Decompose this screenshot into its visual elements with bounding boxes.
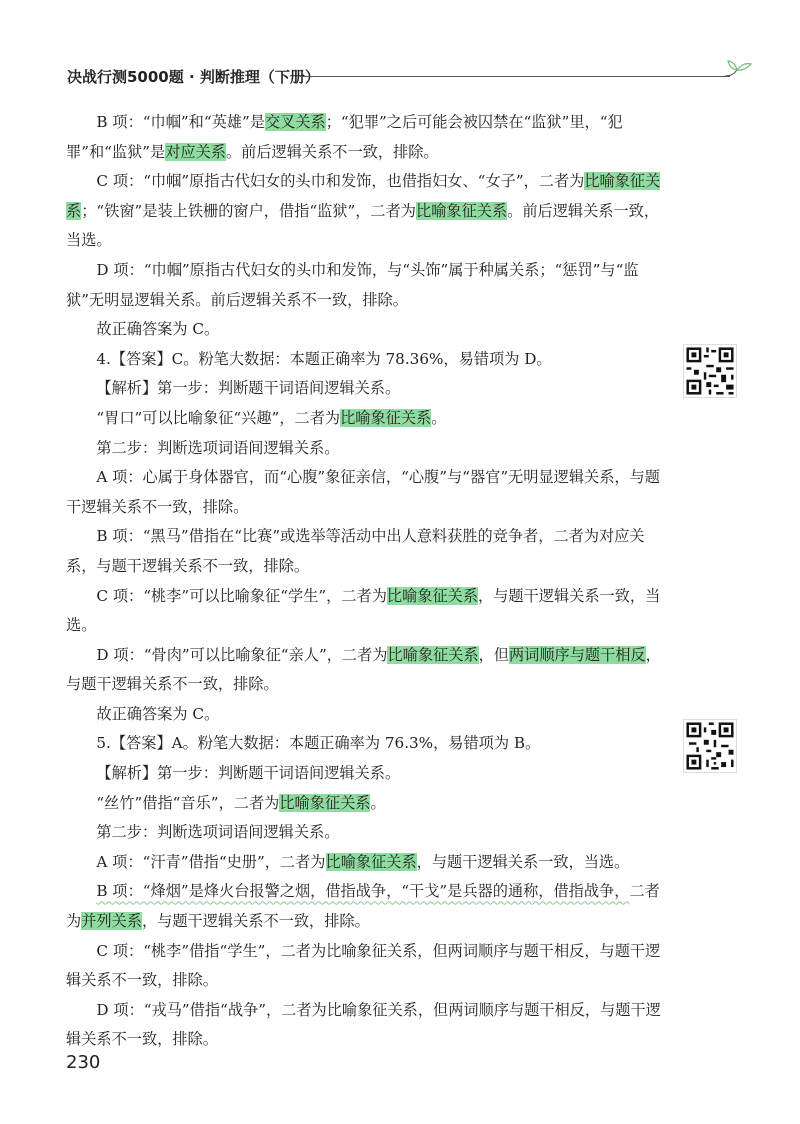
paragraph xyxy=(66,522,662,581)
paragraph xyxy=(66,996,662,1055)
text-segment: ，但 xyxy=(478,645,509,664)
text-segment: 故正确答案为 C。 xyxy=(96,704,220,723)
paragraph xyxy=(66,315,662,345)
text-segment: B 项：“黑马”借指在“比赛”或选举等活动中出人意料获胜的竞争者，二者为对应关系，与题干逻辑关系不一致，排除。 xyxy=(66,527,645,575)
text-segment: D 项：“骨肉”可以比喻象征“亲人”，二者为 xyxy=(96,645,388,664)
text-segment: 。前后逻辑关系不一致，排除。 xyxy=(225,142,439,161)
text-segment: C 项：“桃李”借指“学生”，二者为比喻象征关系，但两词顺序与题干相反，与题干逻辑关系不一致，排除。 xyxy=(66,941,661,990)
text-segment: ，与题干逻辑关系一致，当选。 xyxy=(66,586,661,635)
paragraph xyxy=(66,404,662,434)
qr-code-icon[interactable] xyxy=(683,719,737,773)
paragraph xyxy=(66,789,662,819)
text-segment: ，与题干逻辑关系不一致，排除。 xyxy=(66,645,661,694)
highlighted-term: 比喻象征关系 xyxy=(325,852,417,871)
paragraph xyxy=(66,759,662,789)
paragraph xyxy=(66,700,662,730)
paragraph xyxy=(66,729,662,759)
text-segment: B 项：“巾帼”和“英雄”是 xyxy=(96,113,265,131)
text-segment: ，与题干逻辑关系不一致，排除。 xyxy=(141,912,370,931)
text-segment: 故正确答案为 C。 xyxy=(96,320,220,339)
highlighted-term: 比喻象征关系 xyxy=(386,586,479,605)
paragraph xyxy=(66,848,662,878)
text-segment: ；“铁窗”是装上铁栅的窗户，借指“监狱”，二者为 xyxy=(81,201,416,220)
text-segment: 。前后逻辑关系一致，当选。 xyxy=(66,201,659,250)
text-segment: 第二步：判断选项词语间逻辑关系。 xyxy=(96,823,340,842)
header-title: 决战行测5000题 · 判断推理（下册） xyxy=(67,68,320,86)
highlighted-term: 比喻象征关系 xyxy=(387,645,479,664)
text-segment: A 项：“汗青”借指“史册”，二者为 xyxy=(96,852,326,871)
answer-explanation-body xyxy=(66,108,662,1055)
text-segment: 。 xyxy=(431,408,447,427)
paragraph xyxy=(66,345,662,375)
paragraph xyxy=(66,641,662,700)
page-number: 230 xyxy=(66,1052,101,1073)
paragraph xyxy=(66,463,662,522)
paragraph xyxy=(66,434,662,464)
text-segment: ；“犯罪”之后可能会被囚禁在“监狱”里，“犯罪”和“监狱”是 xyxy=(66,113,623,161)
text-segment: 。 xyxy=(370,793,386,812)
paragraph xyxy=(66,256,662,315)
text-segment: 二者为 xyxy=(66,882,660,931)
text-segment: “丝竹”借指“音乐”，二者为 xyxy=(96,793,280,812)
paragraph xyxy=(66,937,662,996)
text-segment: D 项：“巾帼”原指古代妇女的头巾和发饰，与“头饰”属于种属关系；“惩罚”与“监狱”无明显逻辑关系。前后逻辑关系不一致，排除。 xyxy=(66,260,639,309)
text-segment: 第二步：判断选项词语间逻辑关系。 xyxy=(96,438,340,457)
text-segment: 4.【答案】C。粉笔大数据：本题正确率为 78.36%，易错项为 D。 xyxy=(96,349,552,368)
paragraph xyxy=(66,108,662,167)
highlighted-term: 两词顺序与题干相反 xyxy=(508,645,646,664)
header-rule xyxy=(300,76,730,77)
text-segment: 【解析】第一步：判断题干词语间逻辑关系。 xyxy=(96,379,401,398)
highlighted-term: 交叉关系 xyxy=(264,113,326,131)
wavy-underlined-text: B 项：“烽烟”是烽火台报警之烟，借指战争，“干戈”是兵器的通称，借指战争， xyxy=(96,882,630,901)
text-segment: C 项：“桃李”可以比喻象征“学生”，二者为 xyxy=(96,586,387,605)
paragraph xyxy=(66,582,662,641)
paragraph xyxy=(66,167,662,256)
qr-code-icon[interactable] xyxy=(683,344,737,398)
highlighted-term: 比喻象征关系 xyxy=(416,201,508,220)
paragraph xyxy=(66,877,662,936)
text-segment: 【解析】第一步：判断题干词语间逻辑关系。 xyxy=(96,764,401,783)
text-segment: ，与题干逻辑关系一致，当选。 xyxy=(416,852,630,871)
page-header xyxy=(67,58,757,98)
paragraph xyxy=(66,818,662,848)
highlighted-term: 比喻象征关系 xyxy=(340,408,432,427)
text-segment: C 项：“巾帼”原指古代妇女的头巾和发饰，也借指妇女、“女子”，二者为 xyxy=(96,172,585,191)
text-segment: “胃口”可以比喻象征“兴趣”，二者为 xyxy=(96,408,341,427)
highlighted-term: 比喻象征关系 xyxy=(279,793,371,812)
highlighted-term: 比喻象征关系 xyxy=(66,172,661,220)
highlighted-term: 对应关系 xyxy=(165,142,226,161)
text-segment: D 项：“戎马”借指“战争”，二者为比喻象征关系，但两词顺序与题干相反，与题干逻辑关系不一致，排除。 xyxy=(66,1000,661,1049)
text-segment: 5.【答案】A。粉笔大数据：本题正确率为 76.3%，易错项为 B。 xyxy=(96,734,541,753)
paragraph xyxy=(66,374,662,404)
text-segment: A 项：心属于身体器官，而“心腹”象征亲信，“心腹”与“器官”无明显逻辑关系，与题干逻辑关系不一致，排除。 xyxy=(66,468,660,516)
sprout-icon xyxy=(723,58,757,82)
highlighted-term: 并列关系 xyxy=(81,912,142,931)
